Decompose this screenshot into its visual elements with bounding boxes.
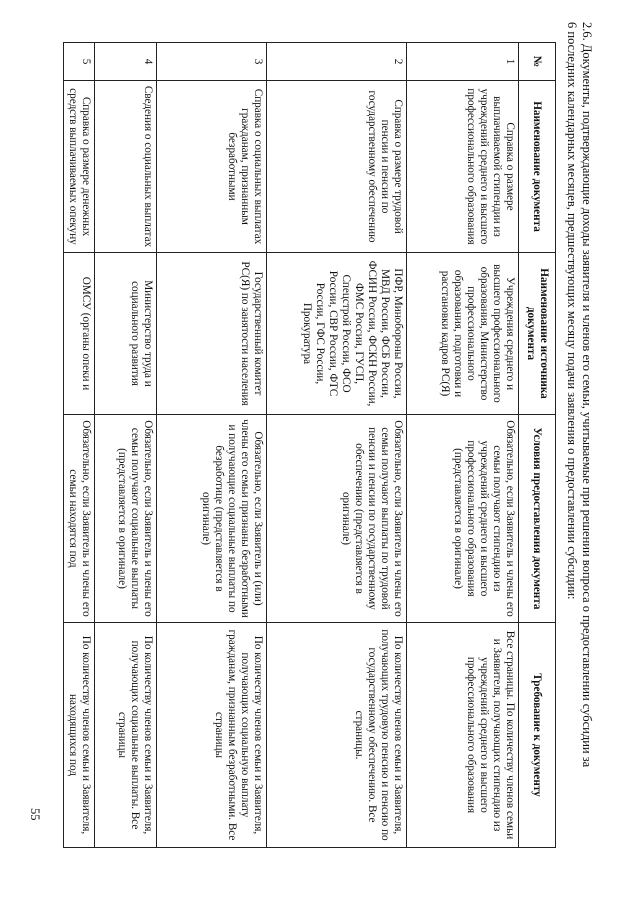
source-cell: Учреждения среднего и высшего профессионального образования, Министерство профессионального образования, подготовки и расстановки кадров РС(Я) <box>407 253 519 415</box>
document-name-cell: Справка о размере выплачиваемой стипендии из учреждений среднего и высшего профессионального образования <box>407 81 519 253</box>
heading-line-1: 2.6. Документы, подтверждающие доходы заявителя и членов его семьи, учитываемые при решении вопроса о предоставлении субсидии за <box>580 22 594 768</box>
header-conditions: Условия предоставления документа <box>519 415 556 623</box>
table-row <box>407 43 519 848</box>
header-source: Наименование источника документа <box>519 253 556 415</box>
source-cell: ОМСУ (органы опеки и <box>64 253 95 415</box>
document-name-cell: Справка о размере денежных средств выплачиваемых опекуну <box>64 81 95 253</box>
conditions-cell: Обязательно, если Заявитель и члены его семьи получают стипендию из учреждений среднего и высшего профессионального образования (представляется в оригинале) <box>407 415 519 623</box>
section-heading <box>564 22 594 882</box>
conditions-cell: Обязательно, если Заявитель и члены его семьи находятся под <box>64 415 95 623</box>
source-cell: Министерство труда и социального развития <box>95 253 157 415</box>
document-name-cell: Справка о социальных выплатах гражданам, признанным безработными <box>157 81 267 253</box>
page-number: 55 <box>28 808 42 821</box>
table-row <box>267 43 407 848</box>
conditions-cell: Обязательно, если Заявитель и члены его семьи получают выплаты по трудовой пенсии и пенсии по государственному обеспечению (представляется в оригинале) <box>267 415 407 623</box>
row-number: 4 <box>95 43 157 81</box>
requirement-cell: Все страницы. По количеству членов семьи и Заявителя, получающих стипендию из учреждений среднего и высшего профессионального образования <box>407 623 519 848</box>
requirement-cell: По количеству членов семьи и Заявителя, находящихся под <box>64 623 95 848</box>
table-header-row <box>519 43 556 848</box>
table-row <box>157 43 267 848</box>
table-row <box>64 43 95 848</box>
header-document-name: Наименование документа <box>519 81 556 253</box>
header-requirement: Требование к документу <box>519 623 556 848</box>
heading-line-2: 6 последних календарных месяцев, предшествующих месяцу подачи заявления о предоставлении субсидии: <box>565 22 579 600</box>
document-name-cell: Справка о размере трудовой пенсии и пенсии по государственному обеспечению <box>267 81 407 253</box>
document-name-cell: Сведения о социальных выплатах <box>95 81 157 253</box>
row-number: 5 <box>64 43 95 81</box>
requirement-cell: По количеству членов семьи и Заявителя, получающих трудовую пенсию и пенсию по государственному обеспечению. Все страницы. <box>267 623 407 848</box>
source-cell: Государственный комитет РС(Я) по занятости населения <box>157 253 267 415</box>
row-number: 1 <box>407 43 519 81</box>
requirement-cell: По количеству членов семьи и Заявителя, получающих социальные выплаты. Все страницы <box>95 623 157 848</box>
row-number: 2 <box>267 43 407 81</box>
conditions-cell: Обязательно, если Заявитель и (или) члены его семьи признаны безработными и получающие социальные выплаты по безработице (представляется в оригинале) <box>157 415 267 623</box>
header-number: № <box>519 43 556 81</box>
requirement-cell: По количеству членов семьи и Заявителя, получающих социальную выплату гражданам, признанным безработными. Все страницы <box>157 623 267 848</box>
conditions-cell: Обязательно, если Заявитель и члены его семьи получают социальные выплаты (представляется в оригинале) <box>95 415 157 623</box>
table-row <box>95 43 157 848</box>
source-cell: ПФР, Минобороны России, МВД России, ФСБ России, ФСИН России, ФСКН России, ФМС России, ГУСП, Спецстрой России, ФСО России, СВР России, ФТС России, ГФС России, Прокуратура <box>267 253 407 415</box>
documents-table <box>63 42 556 848</box>
row-number: 3 <box>157 43 267 81</box>
